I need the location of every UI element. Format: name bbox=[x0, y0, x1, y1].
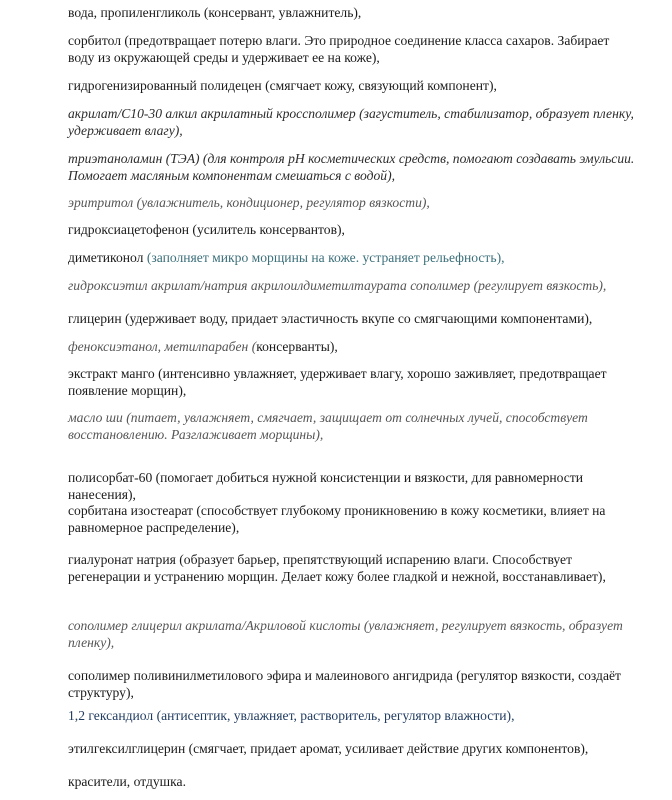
ingredient-water: вода, пропиленгликоль (консервант, увлажнитель), bbox=[68, 5, 362, 20]
ingredient-phenoxyethanol bbox=[68, 339, 638, 356]
ingredient-sorbitan-isostearate: сорбитана изостеарат (способствует глубокому проникновению в кожу косметики, влияет на равномерное распределение), bbox=[68, 503, 606, 535]
dimethiconol-name: диметиконол bbox=[68, 250, 144, 265]
ingredient-erythritol: эритритол (увлажнитель, кондиционер, регулятор вязкости), bbox=[68, 195, 430, 210]
ingredient-hexanediol: 1,2 гександиол (антисептик, увлажняет, растворитель, регулятор влажности), bbox=[68, 708, 515, 723]
ingredient-pvm-ma-copolymer: сополимер поливинилметилового эфира и малеинового ангидрида (регулятор вязкости, создаёт структуру), bbox=[68, 668, 621, 700]
ingredient-glyceryl-acrylate-copolymer: сополимер глицерил акрилата/Акриловой кислоты (увлажняет, регулирует вязкость, образует пленку), bbox=[68, 618, 623, 650]
ingredient-shea-butter: масло ши (питает, увлажняет, смягчает, защищает от солнечных лучей, способствует восстановлению. Разглаживает морщины), bbox=[68, 410, 588, 442]
phenoxyethanol-description: консерванты), bbox=[256, 339, 338, 354]
ingredient-ethylhexylglycerin: этилгексилглицерин (смягчает, придает аромат, усиливает действие других компонентов), bbox=[68, 741, 589, 756]
ingredient-glycerin: глицерин (удерживает воду, придает эластичность вкупе со смягчающими компонентами), bbox=[68, 311, 593, 326]
phenoxyethanol-name: феноксиэтанол, метилпарабен ( bbox=[68, 339, 257, 354]
ingredient-hydroxyacetophenone: гидроксиацетофенон (усилитель консервантов), bbox=[68, 222, 345, 237]
ingredient-acrylates-crosspolymer: акрилат/C10-30 алкил акрилатный кросcполимер (загуститель, стабилизатор, образует пленку, удерживает влагу), bbox=[68, 106, 634, 138]
ingredient-polydecene: гидрогенизированный полидецен (смягчает кожу, связующий компонент), bbox=[68, 78, 497, 93]
dimethiconol-description: (заполняет микро морщины на коже. устраняет рельефность), bbox=[143, 250, 505, 265]
ingredient-triethanolamine: триэтаноламин (ТЭА) (для контроля pH косметических средств, помогают создавать эмульсии. Помогает масляным компонентам смешаться с водой), bbox=[68, 151, 635, 183]
ingredient-sodium-hyaluronate: гиалуронат натрия (образует барьер, препятствующий испарению влаги. Способствует регенерации и устранению морщин. Делает кожу более гладкой и нежной, восстанавливает), bbox=[68, 552, 606, 584]
ingredient-polysorbate-60: полисорбат-60 (помогает добиться нужной консистенции и вязкости, для равномерности нанесения), bbox=[68, 470, 584, 502]
ingredient-hydroxyethyl-acrylate: гидроксиэтил акрилат/натрия акрилоилдиметилтаурата сополимер (регулирует вязкость), bbox=[68, 278, 607, 293]
ingredient-dimethiconol bbox=[68, 250, 638, 267]
ingredient-sorbitol: сорбитол (предотвращает потерю влаги. Это природное соединение класса сахаров. Забирает воду из окружающей среды и удерживает ее на коже), bbox=[68, 33, 610, 65]
ingredient-mango-extract: экстракт манго (интенсивно увлажняет, удерживает влагу, хорошо заживляет, предотвращает появление морщин), bbox=[68, 366, 607, 398]
ingredient-colorants-fragrance: красители, отдушка. bbox=[68, 774, 186, 789]
